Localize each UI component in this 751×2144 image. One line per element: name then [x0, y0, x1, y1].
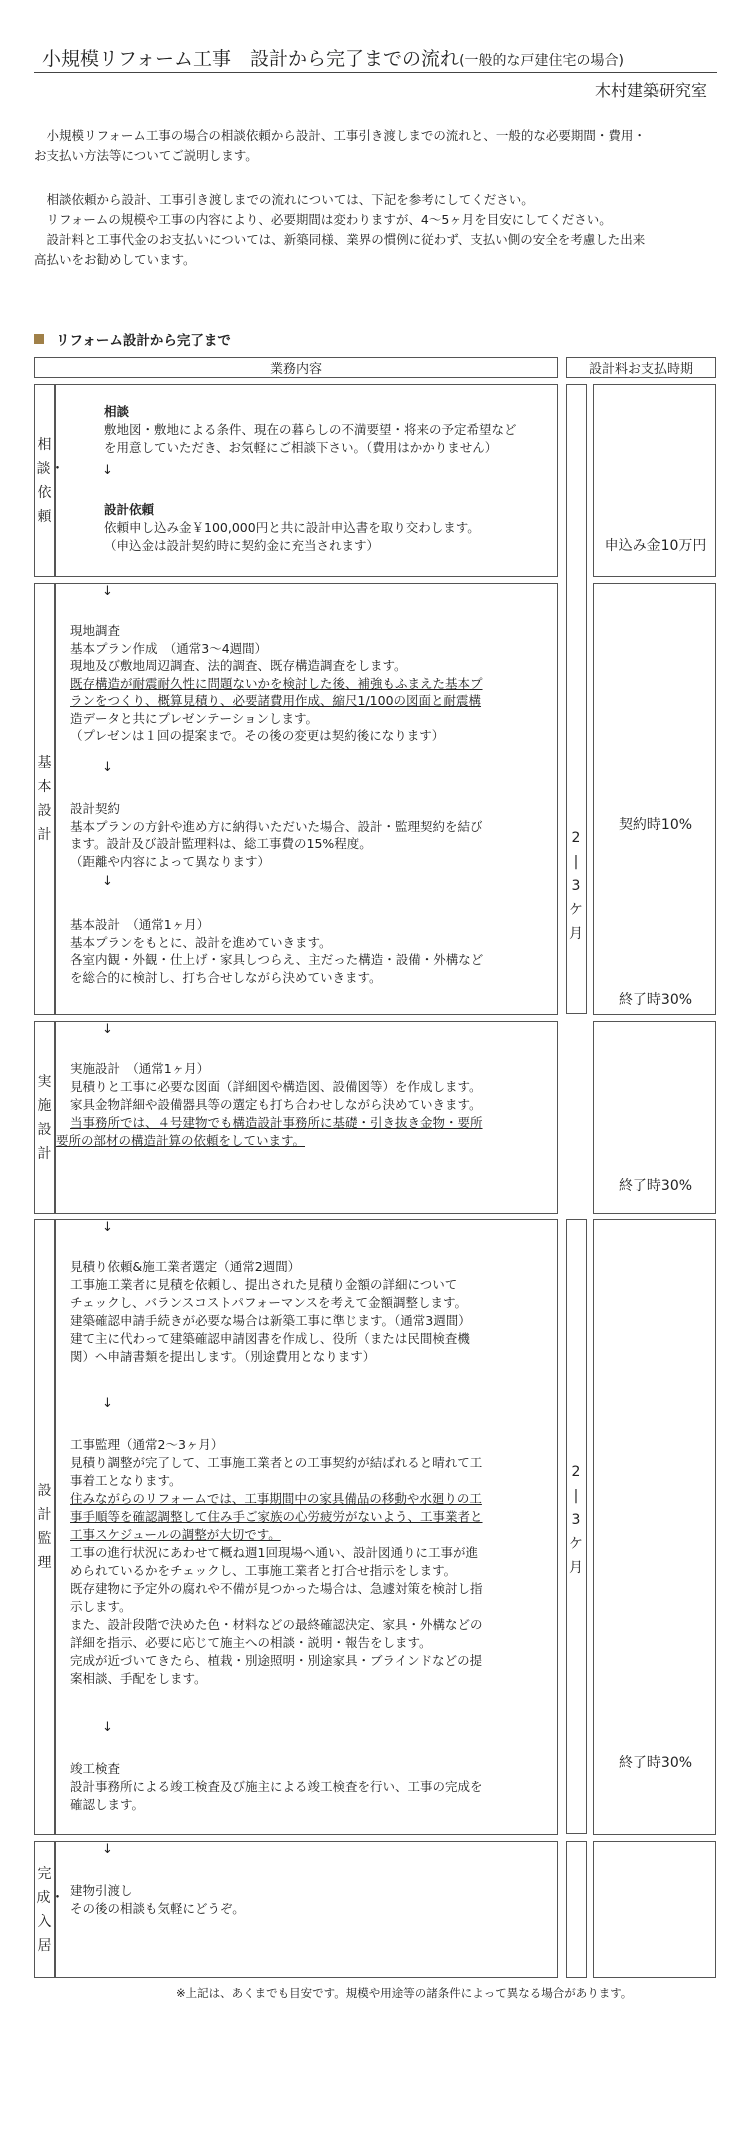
text-line: 造データと共にプレゼンテーションします。 [70, 710, 319, 726]
organization-name: 木村建築研究室 [594, 81, 707, 100]
text-line: 既存建物に予定外の腐れや不備が見つかった場合は、急遽対策を検討し指 [70, 1581, 483, 1596]
text-line: ます。設計及び設計監理料は、総工事費の15%程度。 [70, 836, 372, 851]
text-line: 詳細を指示、必要に応じて施主への相談・説明・報告をします。 [70, 1635, 432, 1650]
down-arrow-icon: ↓ [102, 874, 113, 889]
text-line: 事着工となります。 [70, 1473, 182, 1488]
estimate-title: 見積り依頼&施工業者選定 [70, 1259, 218, 1274]
text-line: ランをつくり、概算見積り、必要諸費用作成、縮尺1/100の図面と耐震構 [70, 693, 482, 708]
payment-text: 申込み金10万円 [604, 538, 707, 554]
text-note: （通常2〜3ヶ月） [120, 1437, 224, 1452]
header-payment: 設計料お支払時期 [566, 357, 716, 378]
header-content: 業務内容 [34, 357, 558, 378]
text-note: （通常1ヶ月） [132, 1061, 210, 1076]
text-line: を用意していただき、お気軽にご相談下さい。（費用はかかりません） [104, 440, 498, 455]
text-line: 既存構造が耐震耐久性に問題ないかを検討した後、補強もふまえた基本プ [70, 675, 483, 691]
text-line: 依頼申し込み金￥100,000円と共に設計申込書を取り交わします。 [104, 520, 480, 535]
payment-text: 終了時30% [618, 1755, 693, 1771]
text-line: 要所の部材の構造計算の依頼をしています。 [56, 1133, 306, 1148]
text-note: （通常1ヶ月） [132, 917, 210, 932]
text-line: 現地及び敷地周辺調査、法的調査、既存構造調査をします。 [70, 658, 407, 673]
completion-inspection-title: 竣工検査 [70, 1761, 121, 1776]
text-line: 当事務所では、４号建物でも構造設計事務所に基礎・引き抜き金物・要所 [70, 1115, 483, 1130]
text-line: 工事スケジュールの調整が大切です。 [70, 1527, 281, 1542]
page-title: 小規模リフォーム工事 設計から完了までの流れ(一般的な戸建住宅の場合) [42, 48, 624, 70]
text-line: 事手順等を確認調整して住み手ご家族の心労疲労がないよう、工事業者と [70, 1509, 483, 1524]
design-contract-title: 設計契約 [70, 801, 121, 816]
text-line: 敷地図・敷地による条件、現在の暮らしの不満要望・将来の予定希望など [104, 422, 517, 437]
construction-supervision-title: 工事監理 [70, 1437, 121, 1452]
text-line: 確認します。 [70, 1797, 145, 1812]
text-line: を総合的に検討し、打ち合せしながら決めていきます。 [70, 969, 382, 985]
text-line: チェックし、バランスコストパフォーマンスを考えて金額調整します。 [70, 1295, 468, 1310]
duration-label-1: 2 | 3 ケ 月 [569, 830, 583, 942]
pay-consult [593, 384, 716, 577]
text-line: また、設計段階で決めた色・材料などの最終確認決定、家具・外構などの [70, 1617, 483, 1632]
duration-column-3 [566, 1841, 587, 1978]
text-line: められているかをチェックし、工事施工業者と打合せ指示をします。 [70, 1563, 457, 1578]
down-arrow-icon: ↓ [102, 463, 113, 478]
intro-paragraph-2: 相談依頼から設計、工事引き渡しまでの流れについては、下記を参考にしてください。 リフォームの規模や工事の内容により、必要期間は変わりますが、4〜5ヶ月を目安にしてください。 設計料と工事代金のお支払いについては、新築同様、業界の慣例に従わず、支払い側の安全を考慮した出来 高払いをお勧めしています。 [34, 192, 646, 267]
section-heading: リフォーム設計から完了まで [34, 329, 231, 349]
site-survey-title: 現地調査 [70, 623, 121, 638]
title-rule [34, 72, 717, 73]
down-arrow-icon: ↓ [102, 1842, 113, 1857]
text-line: 完成が近づいてきたら、植栽・別途照明・別途家具・ブラインドなどの提 [70, 1653, 483, 1668]
detail-design-title: 実施設計 [70, 1061, 121, 1076]
basic-design-title: 基本設計 [70, 917, 121, 932]
text-line: その後の相談も気軽にどうぞ。 [70, 1901, 245, 1916]
text-line: 基本プラン作成 （通常3〜4週間） [70, 640, 268, 656]
row-complete-content [55, 1841, 558, 1978]
text-line: 見積りと工事に必要な図面（詳細図や構造図、設備図等）を作成します。 [70, 1079, 482, 1094]
text-line: 工事の進行状況にあわせて概ね週1回現場へ通い、設計図通りに工事が進 [70, 1545, 478, 1560]
down-arrow-icon: ↓ [102, 1396, 113, 1411]
handover-title: 建物引渡し [70, 1883, 133, 1898]
payment-text: 契約時10% [618, 817, 693, 833]
text-line: 建て主に代わって建築確認申請図書を作成し、役所（または民間検査機 [70, 1331, 470, 1346]
row-supervise-content [55, 1219, 558, 1835]
down-arrow-icon: ↓ [102, 584, 113, 599]
row-basic-content [55, 583, 558, 1015]
down-arrow-icon: ↓ [102, 1022, 113, 1037]
text-line: 設計事務所による竣工検査及び施主による竣工検査を行い、工事の完成を [70, 1779, 483, 1794]
text-line: 建築確認申請手続きが必要な場合は新築工事に準じます。（通常3週間） [70, 1313, 471, 1328]
intro-paragraph-1: 小規模リフォーム工事の場合の相談依頼から設計、工事引き渡しまでの流れと、一般的な必要期間・費用・ お支払い方法等についてご説明します。 [34, 128, 646, 163]
pay-detail [593, 1021, 716, 1214]
text-line: 示します。 [70, 1599, 132, 1614]
phase-consult: 相談・依頼 [34, 384, 55, 577]
phase-supervise: 設計監理 [34, 1219, 55, 1835]
text-line: 各室内観・外観・仕上げ・家具しつらえ、主だった構造・設備・外構など [70, 952, 484, 967]
duration-label-2: 2 | 3 ケ 月 [569, 1464, 583, 1576]
text-line: 工事施工業者に見積を依頼し、提出された見積り金額の詳細について [70, 1277, 458, 1292]
payment-text: 終了時30% [618, 1178, 693, 1194]
consult-title: 相談 [104, 404, 130, 419]
row-consult-content [55, 384, 558, 577]
down-arrow-icon: ↓ [102, 1720, 113, 1735]
pay-basic [593, 583, 716, 1015]
pay-complete [593, 1841, 716, 1978]
text-line: （プレゼンは１回の提案まで。その後の変更は契約後になります） [70, 728, 445, 743]
text-note: （通常2週間） [217, 1259, 301, 1274]
text-line: 案相談、手配をします。 [70, 1671, 207, 1686]
payment-text: 終了時30% [618, 992, 693, 1008]
phase-basic: 基本設計 [34, 583, 55, 1015]
phase-detail: 実施設計 [34, 1021, 55, 1214]
text-line: 家具金物詳細や設備器具等の選定も打ち合わせしながら決めていきます。 [70, 1097, 482, 1112]
down-arrow-icon: ↓ [102, 760, 113, 775]
row-detail-content [55, 1021, 558, 1214]
square-bullet-icon [34, 334, 44, 344]
text-line: 住みながらのリフォームでは、工事期間中の家具備品の移動や水廻りの工 [70, 1491, 482, 1506]
text-line: 基本プランをもとに、設計を進めていきます。 [70, 934, 332, 950]
text-line: （距離や内容によって異なります） [70, 853, 271, 869]
down-arrow-icon: ↓ [102, 1220, 113, 1235]
text-line: 関）へ申請書類を提出します。（別途費用となります） [70, 1349, 376, 1364]
pay-supervise [593, 1219, 716, 1835]
text-line: 基本プランの方針や進め方に納得いただいた場合、設計・監理契約を結び [70, 818, 483, 834]
text-line: （申込金は設計契約時に契約金に充当されます） [104, 538, 380, 553]
footnote: ※上記は、あくまでも目安です。規模や用途等の諸条件によって異なる場合があります。 [176, 1986, 633, 2000]
phase-complete: 完成・入居 [34, 1841, 55, 1978]
text-line: 見積り調整が完了して、工事施工業者との工事契約が結ばれると晴れて工 [70, 1455, 483, 1470]
design-request-title: 設計依頼 [104, 502, 155, 517]
